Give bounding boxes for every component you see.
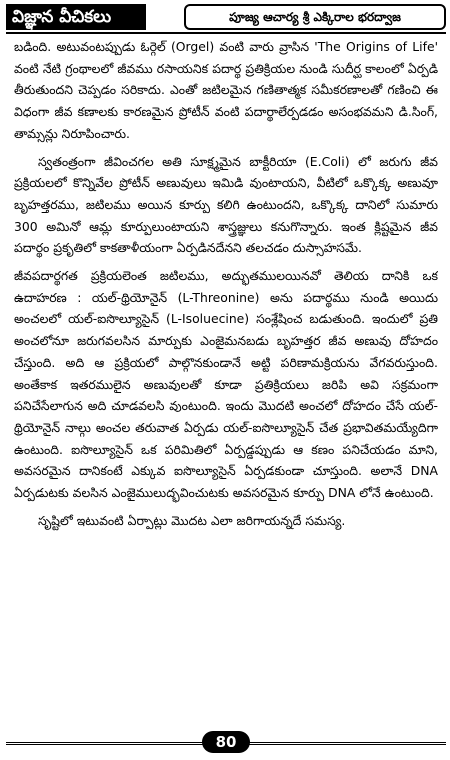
page-footer xyxy=(6,731,446,755)
page-body xyxy=(14,36,438,676)
page-number: 80 xyxy=(202,731,250,753)
running-header xyxy=(6,4,446,32)
paragraph-3: జీవపదార్థగత ప్రక్రియలెంత జటిలము, అద్భుతములయినవో తెలియ దానికి ఒక ఉదాహరణ : యల్-థ్రియోనైన్ (L-Threonine) అను పదార్థము నుండి అయిదు అంచలలో యల్-ఐసొల్యూసైన్ (L-Isoluecine) సంశ్లేషించ బడుతుంది. ఇందులో ప్రతి అంచలోనూ జరుగవలసిన మార్పుకు ఎంజైమనబడు బృహత్తర జీవ అణువు దోహదం చేస్తుంది. అది ఆ ప్రక్రియలో పాల్గొనకుండానే అట్టి పరిణామక్రియను వేగవరుస్తుంది. అంతేకాక ఇతరములైన అణువులతో కూడా ప్రతిక్రియలు జరిపి అవి సక్రమంగా పనిచేసేలాగున అది చూడవలసి వుంటుంది. ఇందు మొదటి అంచలో దోహదం చేసే యల్-థ్రియోనైన్ నాల్గు అంచల తరువాత ఏర్పడు యల్-ఐసొల్యూసైన్ చేత ప్రభావితమయ్యేదిగా ఉంటుంది. ఐసొల్యూసైన్ ఒక పరిమితిలో ఏర్పడ్డప్పుడు ఆ కణం పనిచేయడం మాని, అవసరమైన దానికంటే ఎక్కువ ఐసొల్యూసైన్ ఏర్పడకుండా చూస్తుంది. అలానే DNA ఏర్పడుటకు వలసిన ఎంజైములుద్భవించుటకు అవసరమైన కూర్పు DNA లోనే ఉంటుంది. xyxy=(14,268,438,501)
paragraph-4: సృష్టిలో ఇటువంటి ఏర్పాట్లు మొదట ఎలా జరిగాయన్నదే సమస్య. xyxy=(38,512,346,528)
paragraph-2: స్వతంత్రంగా జీవించగల అతి సూక్ష్మమైన బాక్టీరియా (E.Coli) లో జరుగు జీవ ప్రక్రియలలో కొన్నివేల ప్రోటీన్ అణువులు ఇమిడి వుంటాయని, వీటిలో ఒక్కొక్క అణువూ బృహత్తరము, జటిలము అయిన కూర్పు కలిగి ఉంటుందని, ఒక్కొక్క దానిలో సుమారు 300 అమినో ఆమ్ల కూర్పులుంటాయని శాస్త్రజ్ఞులు కనుగొన్నారు. ఇంత క్లిష్టమైన జీవ పదార్థం ప్రకృతిలో కాకతాళీయంగా ఏర్పడినదేనని తలచడం దుస్సాహసమే. xyxy=(14,153,438,256)
header-divider xyxy=(6,32,446,34)
section-title: విజ్ఞాన వీచికలు xyxy=(6,4,146,30)
paragraph-1: బడింది. అటువంటప్పుడు ఓర్గెల్ (Orgel) వంటి వారు వ్రాసిన 'The Origins of Life' వంటి నేటి గ్రంథాలలో జీవము రసాయనిక పదార్థ ప్రతిక్రియల నుండి సుదీర్ఘ కాలంలో ఏర్పడి తీరుతుందని చెప్పడం సరికాదు. ఎంతో జటిలమైన గణితాత్మక సమీకరణాలతో గణించి ఈ విధంగా జీవ కణాలకు కారణమైన ప్రోటీన్ వంటి పదార్థాలేర్పడడం అసంభవమని డి.సింగ్, తామ్సన్లు నిరూపించారు. xyxy=(14,39,438,141)
author-name: పూజ్య ఆచార్య శ్రీ ఎక్కిరాల భరద్వాజ xyxy=(184,4,446,30)
